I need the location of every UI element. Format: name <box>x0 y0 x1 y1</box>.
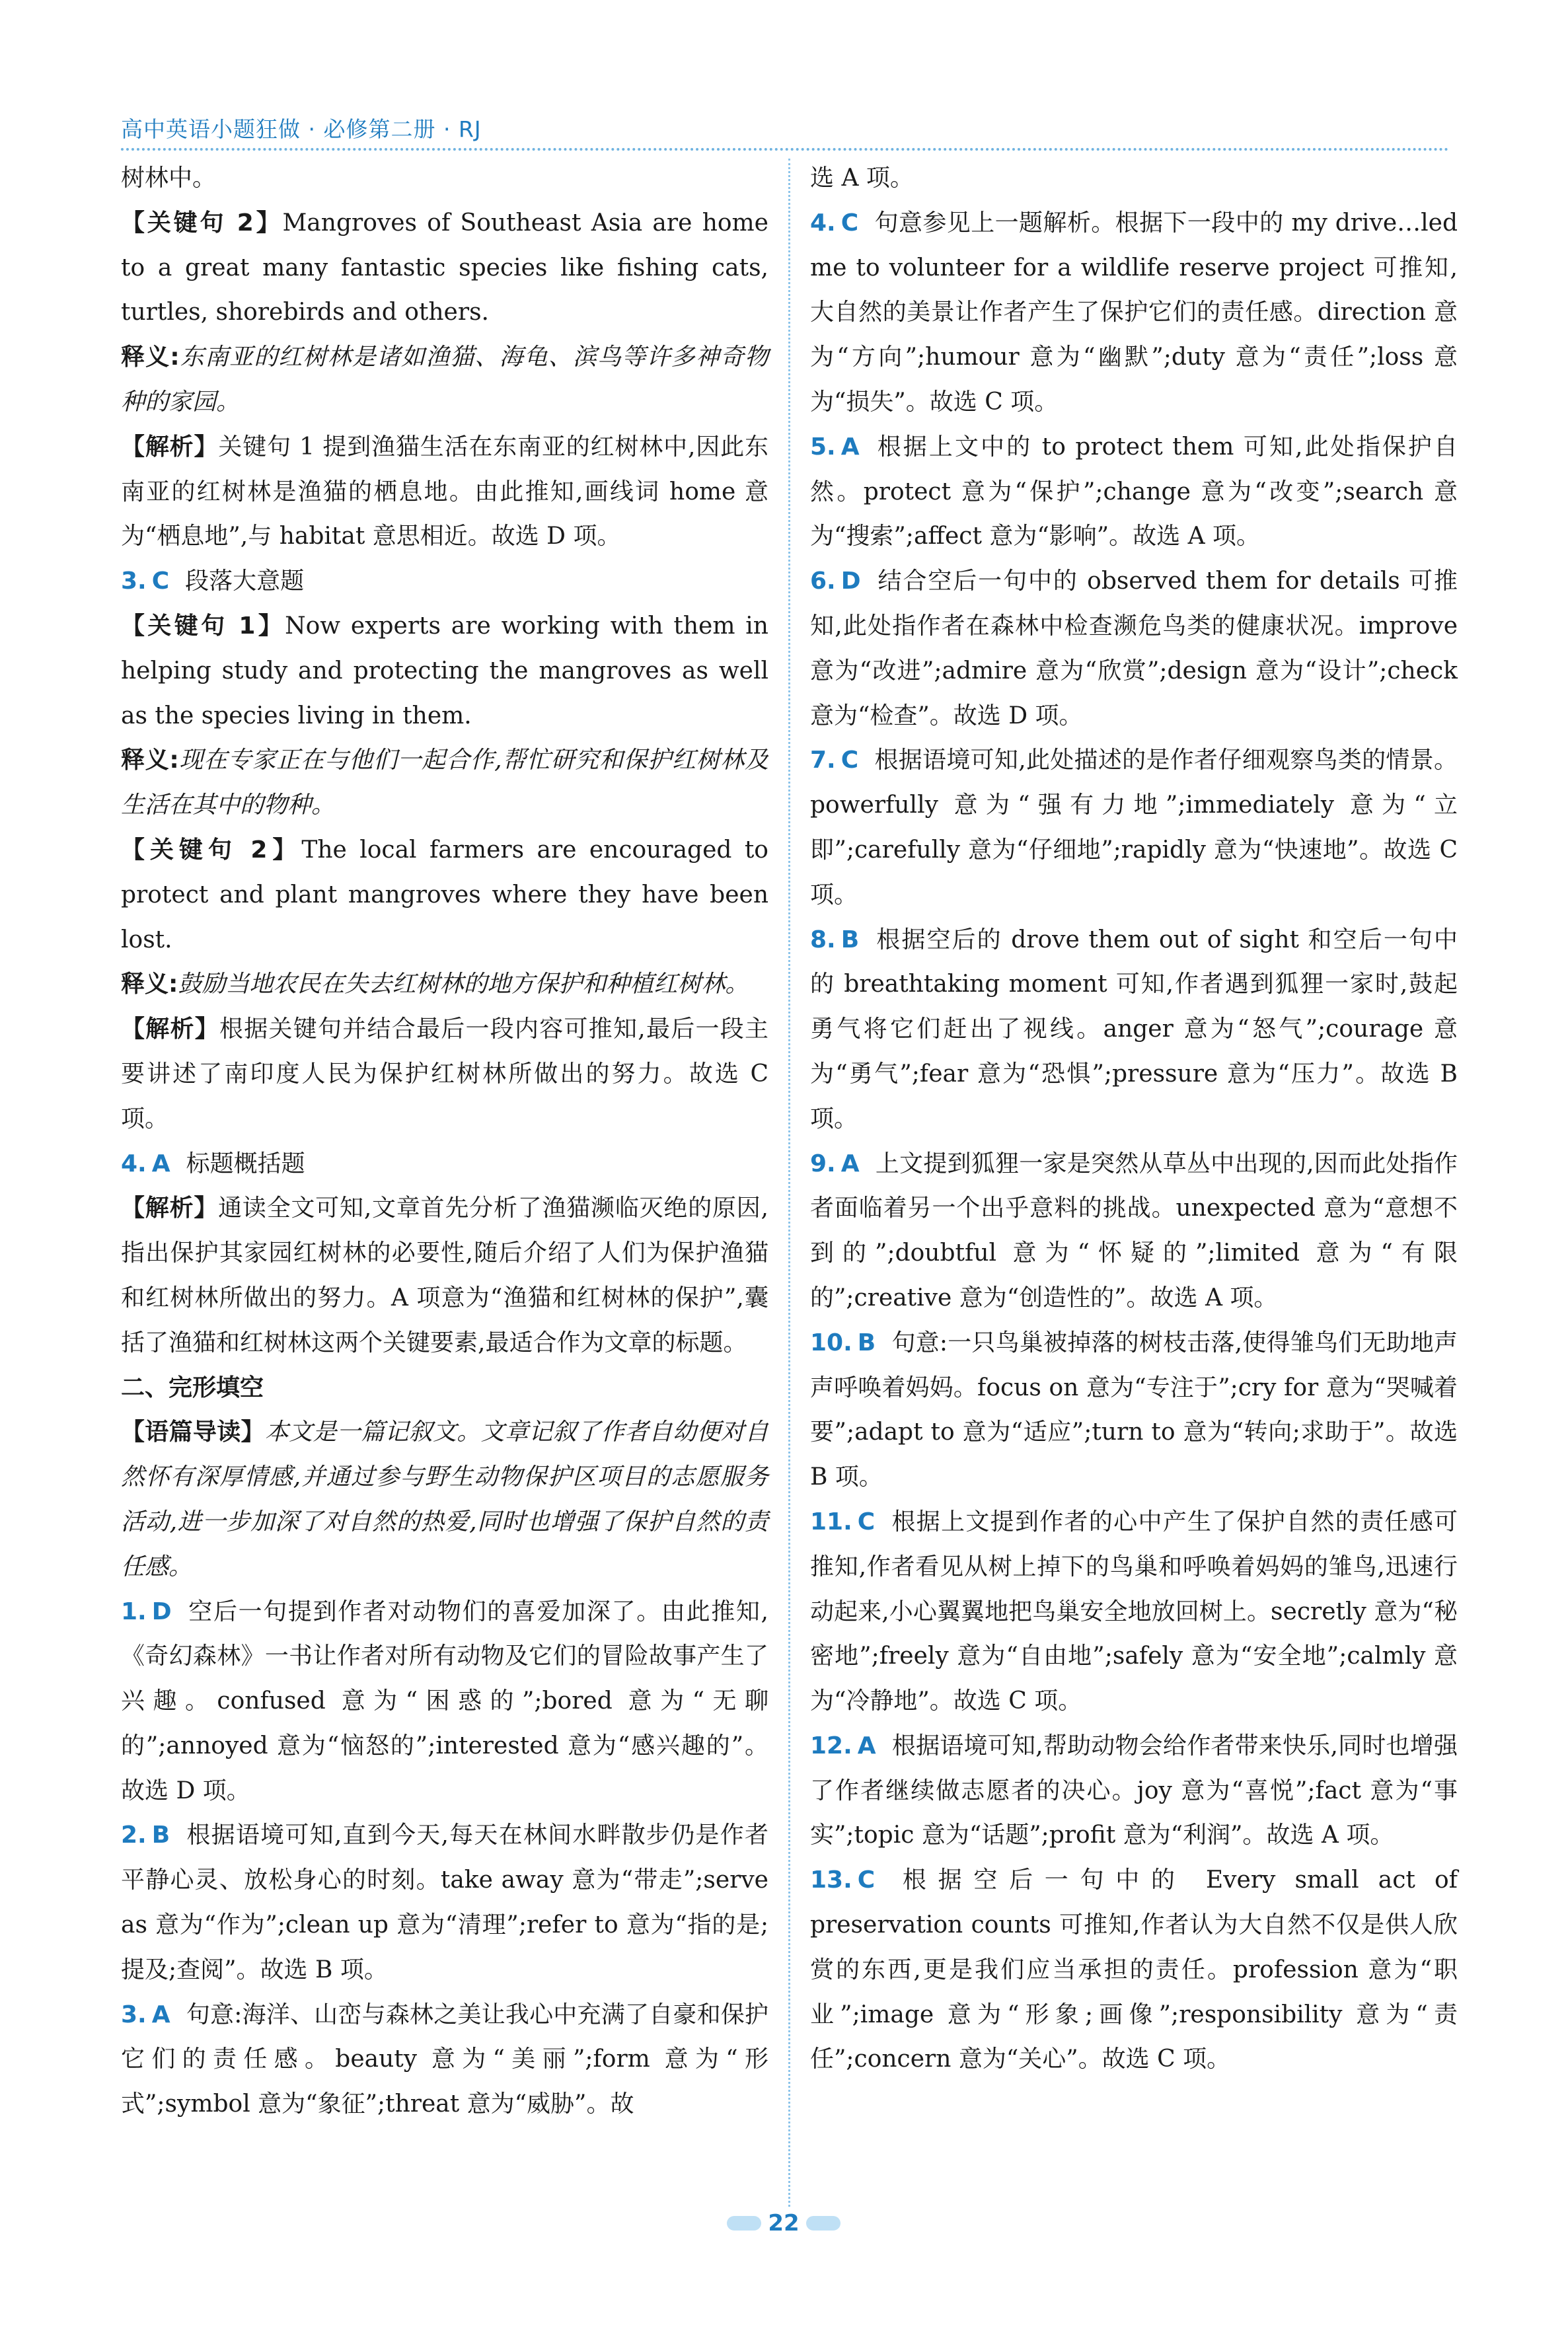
answer-item <box>810 1321 1458 1500</box>
paragraph-text: The local farmers are encouraged to protect and plant mangroves where they have been lost. <box>121 836 768 953</box>
answer-letter: B <box>151 1822 170 1849</box>
answer-item <box>810 1142 1458 1321</box>
paragraph-text: 句意:海洋、山峦与森林之美让我心中充满了自豪和保护它们的责任感。beauty 意为“美丽”;form 意为“形式”;symbol 意为“象征”;threat 意为“威胁”。故 <box>121 2001 768 2118</box>
paragraph-text: 选 A 项。 <box>810 165 914 192</box>
paragraph-text: 上文提到狐狸一家是突然从草丛中出现的,因而此处指作者面临着另一个出乎意料的挑战。unexpected 意为“意想不到的”;doubtful 意为“怀疑的”;limited 意为“有限的”;creative 意为“创造性的”。故选 A 项。 <box>810 1150 1458 1311</box>
answer-item <box>121 1993 768 2127</box>
answer-letter: A <box>840 1150 860 1177</box>
paragraph <box>810 156 1458 201</box>
question-number: 5. <box>810 433 836 461</box>
paragraph <box>121 425 768 559</box>
paragraph-text: 句意参见上一题解析。根据下一段中的 my drive…led me to volunteer for a wildlife reserve project 可推知,大自然的美景让作者产生了保护它们的责任感。direction 意为“方向”;humour 意为“幽默”;duty 意为“责任”;loss 意为“损失”。故选 C 项。 <box>810 209 1458 416</box>
question-number: 4. <box>121 1150 147 1177</box>
answer-item <box>121 1590 768 1814</box>
question-number: 7. <box>810 747 836 774</box>
paragraph <box>121 604 768 738</box>
question-number: 8. <box>810 926 836 953</box>
answer-letter: C <box>857 1866 876 1894</box>
paragraph-text: 空后一句提到作者对动物们的喜爱加深了。由此推知,《奇幻森林》一书让作者对所有动物及它们的冒险故事产生了兴趣。confused 意为“困惑的”;bored 意为“无聊的”;annoyed 意为“恼怒的”;interested 意为“感兴趣的”。故选 D 项。 <box>121 1598 768 1804</box>
left-column <box>121 156 768 2127</box>
paragraph-label: 【关键句 2】 <box>121 836 302 864</box>
answer-letter: D <box>840 568 861 595</box>
answer-item <box>810 201 1458 425</box>
page-number: 22 <box>768 2210 800 2236</box>
paragraph-text: 根据上文中的 to protect them 可知,此处指保护自然。protect 意为“保护”;change 意为“改变”;search 意为“搜索”;affect 意为“影响”。故选 A 项。 <box>810 433 1458 550</box>
answer-item <box>810 1858 1458 2082</box>
paragraph-label: 【解析】 <box>121 1015 220 1043</box>
column-divider <box>788 159 790 2207</box>
question-number: 3. <box>121 2001 147 2028</box>
paragraph-text: Now experts are working with them in helping study and protecting the mangroves as well as the species living in them. <box>121 612 768 729</box>
paragraph-text: 树林中。 <box>121 165 217 192</box>
paragraph-label: 释义: <box>121 971 178 998</box>
answer-item <box>810 1724 1458 1858</box>
running-header-title: 高中英语小题狂做 · 必修第二册 · RJ <box>121 116 482 142</box>
answer-item <box>810 918 1458 1142</box>
paragraph-text: 句意:一只鸟巢被掉落的树枝击落,使得雏鸟们无助地声声呼唤着妈妈。focus on 意为“专注于”;cry for 意为“哭喊着要”;adapt to 意为“适应”;turn to 意为“转向;求助于”。故选 B 项。 <box>810 1329 1458 1491</box>
paragraph <box>121 828 768 962</box>
paragraph-text: 根据空后一句中的 Every small act of preservation counts 可推知,作者认为大自然不仅是供人欣赏的东西,更是我们应当承担的责任。profession 意为“职业”;image 意为“形象;画像”;responsibility 意为“责任”;concern 意为“关心”。故选 C 项。 <box>810 1866 1458 2073</box>
paragraph <box>121 738 768 828</box>
paragraph <box>121 1007 768 1141</box>
paragraph-label: 释义: <box>121 747 179 774</box>
answer-letter: D <box>151 1598 172 1625</box>
paragraph <box>121 962 768 1007</box>
paragraph-text: 根据关键句并结合最后一段内容可推知,最后一段主要讲述了南印度人民为保护红树林所做出的努力。故选 C 项。 <box>121 1015 768 1132</box>
question-number: 10. <box>810 1329 852 1356</box>
paragraph-text: 根据空后的 drove them out of sight 和空后一句中的 breathtaking moment 可知,作者遇到狐狸一家时,鼓起勇气将它们赶出了视线。anger 意为“怒气”;courage 意为“勇气”;fear 意为“恐惧”;pressure 意为“压力”。故选 B 项。 <box>810 926 1458 1132</box>
paragraph-text: 根据上文提到作者的心中产生了保护自然的责任感可推知,作者看见从树上掉下的鸟巢和呼唤着妈妈的雏鸟,迅速行动起来,小心翼翼地把鸟巢安全地放回树上。secretly 意为“秘密地”;freely 意为“自由地”;safely 意为“安全地”;calmly 意为“冷静地”。故选 C 项。 <box>810 1508 1458 1715</box>
paragraph-label: 【语篇导读】 <box>121 1419 265 1446</box>
answer-letter: C <box>857 1508 876 1535</box>
paragraph <box>121 335 768 425</box>
paragraph-text: 结合空后一句中的 observed them for details 可推知,此处指作者在森林中检查濒危鸟类的健康状况。improve 意为“改进”;admire 意为“欣赏”;design 意为“设计”;check 意为“检查”。故选 D 项。 <box>810 568 1458 729</box>
answer-item <box>810 738 1458 917</box>
answer-letter: C <box>840 209 859 237</box>
question-number: 13. <box>810 1866 852 1894</box>
paragraph-label: 【解析】 <box>121 1195 219 1222</box>
answer-letter: A <box>857 1732 876 1759</box>
answer-letter: B <box>857 1329 876 1356</box>
answer-letter: B <box>840 926 860 953</box>
answer-letter: C <box>151 568 170 595</box>
question-number: 6. <box>810 568 836 595</box>
answer-item <box>121 559 768 604</box>
question-number: 11. <box>810 1508 852 1535</box>
paragraph-text: 现在专家正在与他们一起合作,帮忙研究和保护红树林及生活在其中的物种。 <box>121 747 768 819</box>
paragraph-text: 根据语境可知,帮助动物会给作者带来快乐,同时也增强了作者继续做志愿者的决心。joy 意为“喜悦”;fact 意为“事实”;topic 意为“话题”;profit 意为“利润”。故选 A 项。 <box>810 1732 1458 1849</box>
question-number: 4. <box>810 209 836 237</box>
footer-left-bar <box>727 2216 761 2231</box>
paragraph <box>121 1186 768 1365</box>
paragraph-text: 根据语境可知,直到今天,每天在林间水畔散步仍是作者平静心灵、放松身心的时刻。take away 意为“带走”;serve as 意为“作为”;clean up 意为“清理”;refer to 意为“指的是;提及;查阅”。故选 B 项。 <box>121 1822 768 1983</box>
paragraph <box>121 156 768 201</box>
answer-letter: A <box>840 433 860 461</box>
paragraph-text: 关键句 1 提到渔猫生活在东南亚的红树林中,因此东南亚的红树林是渔猫的栖息地。由此推知,画线词 home 意为“栖息地”,与 habitat 意思相近。故选 D 项。 <box>121 433 768 550</box>
answer-letter: C <box>840 747 859 774</box>
answer-item <box>810 425 1458 559</box>
paragraph-label: 【关键句 2】 <box>121 209 283 237</box>
paragraph <box>121 1410 768 1589</box>
question-number: 3. <box>121 568 147 595</box>
question-number: 2. <box>121 1822 147 1849</box>
page-number-footer <box>724 2207 843 2240</box>
paragraph-text: 通读全文可知,文章首先分析了渔猫濒临灭绝的原因,指出保护其家园红树林的必要性,随后介绍了人们为保护渔猫和红树林所做出的努力。A 项意为“渔猫和红树林的保护”,囊括了渔猫和红树林这两个关键要素,最适合作为文章的标题。 <box>121 1195 768 1356</box>
answer-item <box>810 1500 1458 1724</box>
paragraph-text: 鼓励当地农民在失去红树林的地方保护和种植红树林。 <box>178 971 749 998</box>
paragraph-text: 东南亚的红树林是诸如渔猫、海龟、滨鸟等许多神奇物种的家园。 <box>121 344 768 416</box>
paragraph-label: 释义: <box>121 344 180 371</box>
answer-item <box>121 1142 768 1187</box>
answer-item <box>121 1813 768 1992</box>
header-divider <box>121 148 1449 151</box>
answer-letter: A <box>151 1150 170 1177</box>
paragraph-text: 本文是一篇记叙文。文章记叙了作者自幼便对自然怀有深厚情感,并通过参与野生动物保护区项目的志愿服务活动,进一步加深了对自然的热爱,同时也增强了保护自然的责任感。 <box>121 1419 768 1580</box>
paragraph-text: 根据语境可知,此处描述的是作者仔细观察鸟类的情景。powerfully 意为“强有力地”;immediately 意为“立即”;carefully 意为“仔细地”;rapidly 意为“快速地”。故选 C 项。 <box>810 747 1458 908</box>
question-number: 12. <box>810 1732 852 1759</box>
footer-right-bar <box>806 2216 840 2231</box>
paragraph-text: Mangroves of Southeast Asia are home to a great many fantastic species like fishing cats, turtles, shorebirds and others. <box>121 209 768 326</box>
paragraph-label: 【解析】 <box>121 433 219 461</box>
question-number: 1. <box>121 1598 147 1625</box>
paragraph-label: 【关键句 1】 <box>121 612 285 640</box>
section-heading: 二、完形填空 <box>121 1374 264 1401</box>
paragraph-text: 标题概括题 <box>186 1150 305 1177</box>
answer-item <box>810 559 1458 738</box>
paragraph <box>121 201 768 335</box>
question-number: 9. <box>810 1150 836 1177</box>
right-column <box>810 156 1458 2082</box>
answer-letter: A <box>151 2001 170 2028</box>
paragraph-text: 段落大意题 <box>185 568 305 595</box>
